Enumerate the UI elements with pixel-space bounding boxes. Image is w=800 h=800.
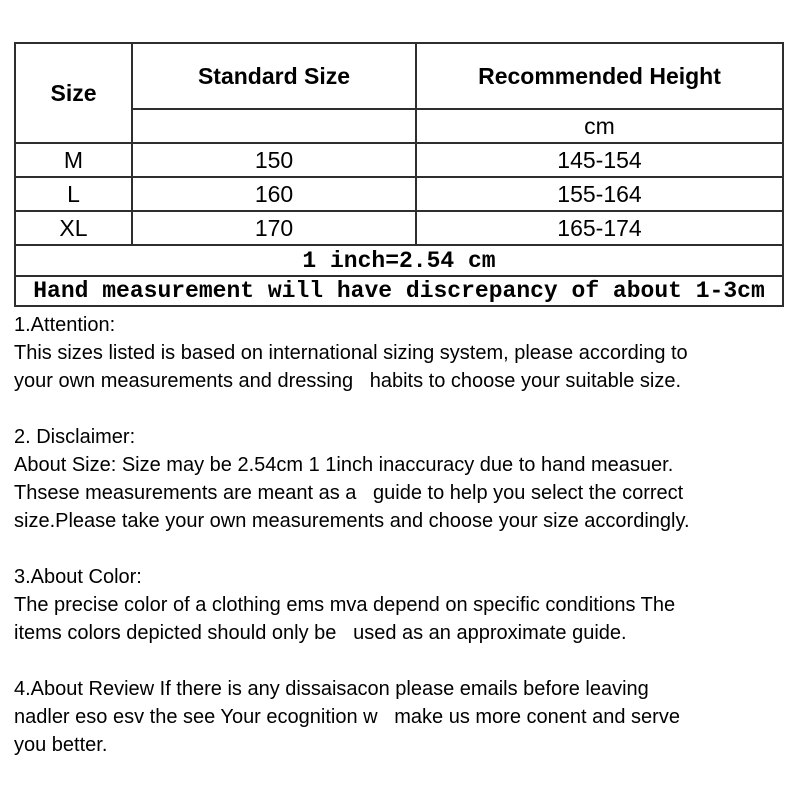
unit-cell-cm: cm [416,109,783,143]
note-disclaimer [14,423,789,535]
note-line: 4.About Review If there is any dissaisacon please emails before leaving [14,678,649,700]
footnote-inch-conversion: 1 inch=2.54 cm [15,245,783,276]
note-line: 2. Disclaimer: [14,426,136,448]
note-attention [14,311,789,395]
size-cell: XL [15,211,132,245]
height-cell: 145-154 [416,143,783,177]
height-cell: 165-174 [416,211,783,245]
height-cell: 155-164 [416,177,783,211]
note-line: your own measurements and dressing habits to choose your suitable size. [14,370,682,392]
note-line: 1.Attention: [14,314,116,336]
note-line: 3.About Color: [14,566,142,588]
note-about-color [14,563,789,647]
note-line: items colors depicted should only be used as an approximate guide. [14,622,627,644]
note-line: About Size: Size may be 2.54cm 1 1inch inaccuracy due to hand measuer. [14,454,674,476]
footnote-row-inch [15,245,783,276]
size-cell: L [15,177,132,211]
footnote-hand-measurement: Hand measurement will have discrepancy of about 1-3cm [15,276,783,306]
size-chart-table [14,42,784,307]
notes-section [14,311,789,787]
note-line: you better. [14,734,108,756]
table-row-l [15,177,783,211]
table-row-m [15,143,783,177]
table-row-xl [15,211,783,245]
footnote-row-hand [15,276,783,306]
header-cell-size: Size [15,43,132,143]
standard-size-cell: 160 [132,177,416,211]
standard-size-cell: 150 [132,143,416,177]
note-line: nadler eso esv the see Your ecognition w make us more conent and serve [14,706,680,728]
header-cell-recommended-height: Recommended Height [416,43,783,109]
note-about-review [14,675,789,759]
header-cell-standard-size: Standard Size [132,43,416,109]
note-line: Thsese measurements are meant as a guide to help you select the correct [14,482,684,504]
size-cell: M [15,143,132,177]
note-line: The precise color of a clothing ems mva depend on specific conditions The [14,594,676,616]
standard-size-cell: 170 [132,211,416,245]
unit-cell-empty [132,109,416,143]
table-header-row [15,43,783,109]
note-line: size.Please take your own measurements and choose your size accordingly. [14,510,690,532]
note-line: This sizes listed is based on international sizing system, please according to [14,342,688,364]
